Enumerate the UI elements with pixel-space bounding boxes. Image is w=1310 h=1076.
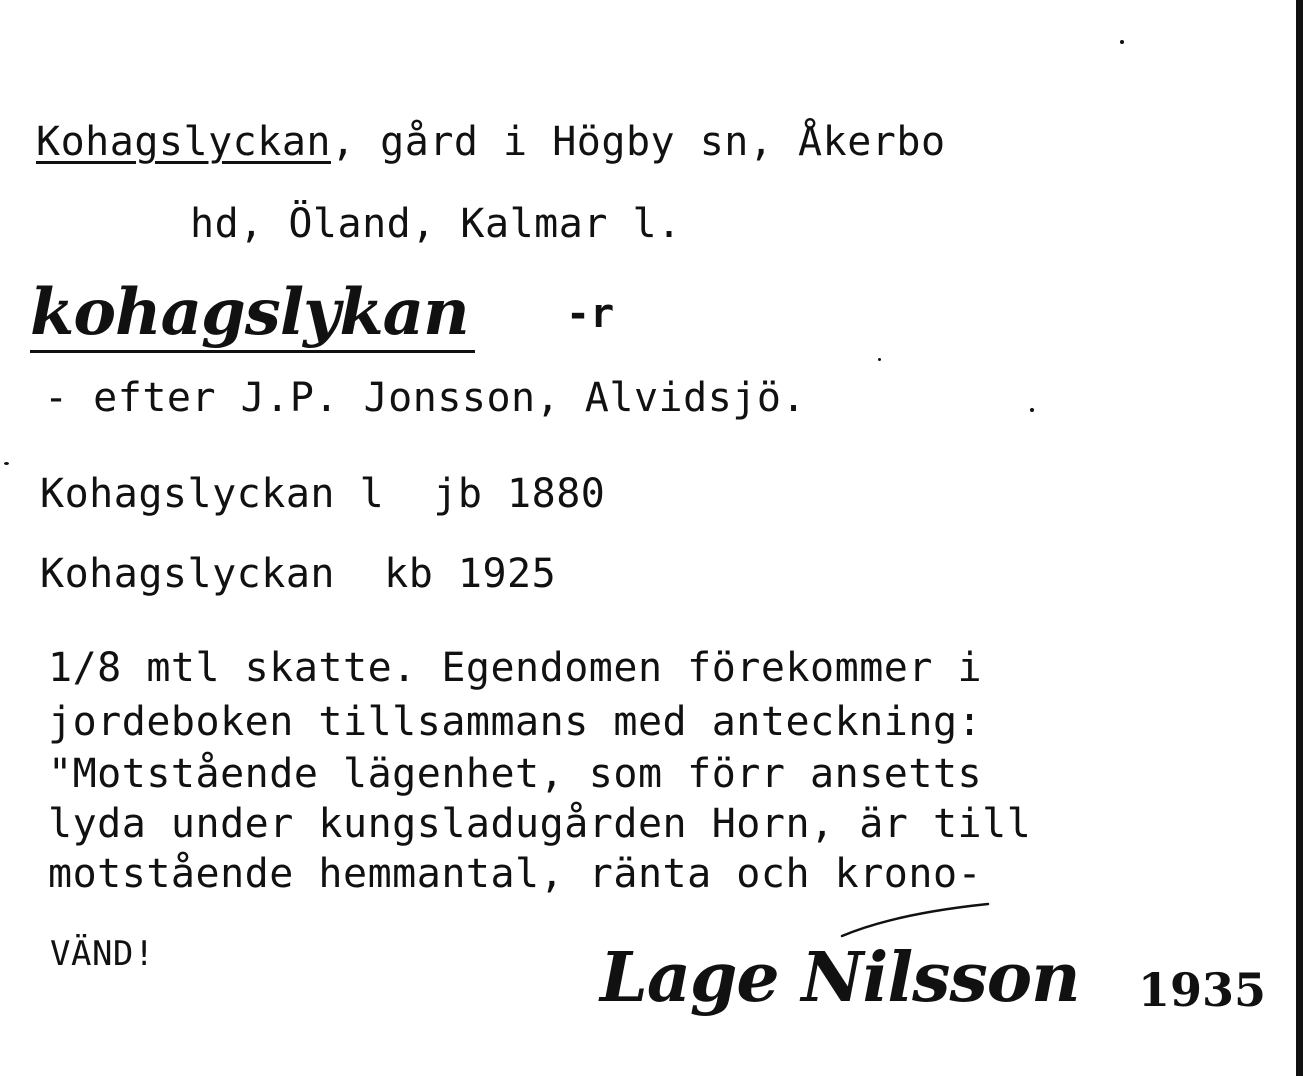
pronunciation-suffix: -r: [566, 291, 615, 337]
turn-note: VÄND!: [50, 934, 155, 974]
signature-flourish: [840, 900, 990, 940]
heading-line-1: [36, 118, 946, 166]
scan-speck: [878, 358, 881, 361]
signature-year: 1935: [1138, 963, 1267, 1017]
pronunciation-handwritten: kohagslykan: [30, 275, 469, 350]
record-line-2: Kohagslyckan kb 1925: [40, 551, 557, 597]
pronunciation-underline: [30, 350, 475, 353]
source-line: - efter J.P. Jonsson, Alvidsjö.: [44, 375, 807, 421]
scan-speck: [1120, 40, 1124, 44]
scan-speck: [4, 462, 9, 465]
body-line-4: lyda under kungsladugården Horn, är till: [48, 801, 1032, 847]
body-line-1: 1/8 mtl skatte. Egendomen förekommer i: [48, 645, 983, 691]
place-name: Kohagslyckan: [36, 119, 331, 165]
body-line-2: jordeboken tillsammans med anteckning:: [48, 699, 983, 745]
heading-rest: , gård i Högby sn, Åkerbo: [330, 119, 946, 165]
body-line-3: "Motstående lägenhet, som förr ansetts: [48, 751, 983, 797]
heading-line-2: hd, Öland, Kalmar l.: [190, 201, 682, 247]
card-edge-shadow: [1296, 0, 1303, 1076]
signature-name: Lage Nilsson: [600, 938, 1080, 1018]
body-line-5: motstående hemmantal, ränta och krono-: [48, 851, 983, 897]
record-line-1: Kohagslyckan l jb 1880: [40, 471, 606, 517]
scan-speck: [1030, 408, 1034, 412]
